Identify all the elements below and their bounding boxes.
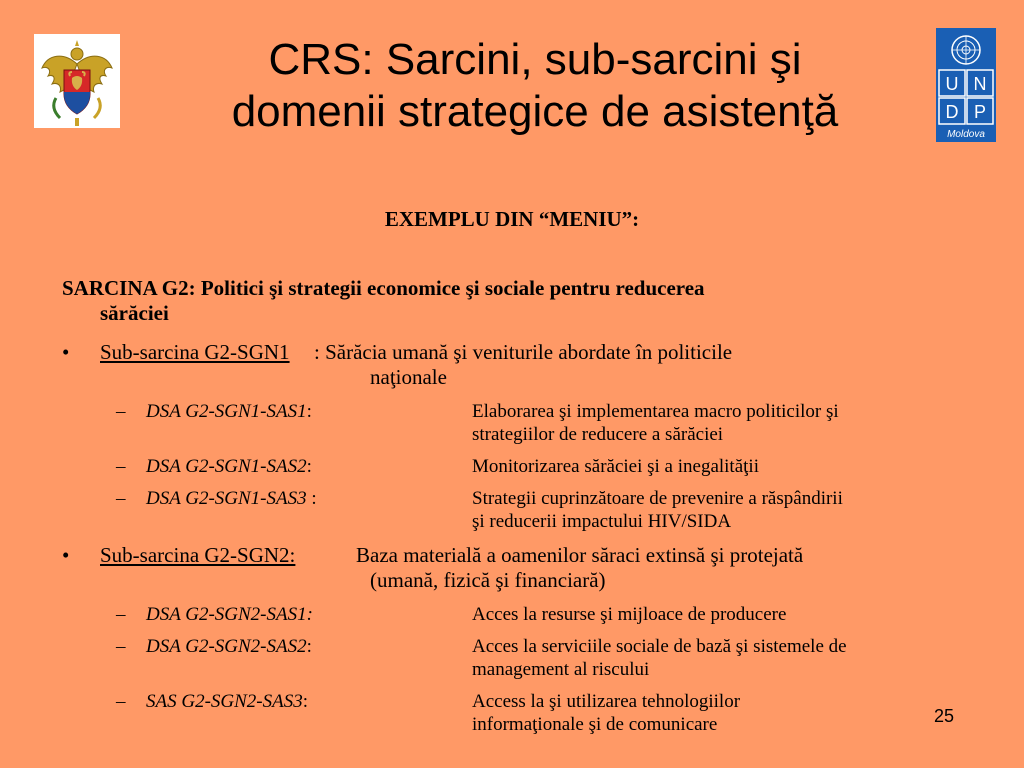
- slide-title-line-1: CRS: Sarcini, sub-sarcini şi: [268, 35, 802, 84]
- undp-caption: Moldova: [947, 129, 985, 140]
- bullet: •: [62, 543, 70, 567]
- item-code: DSA G2-SGN2-SAS1:: [146, 604, 313, 625]
- undp-letter-d: D: [945, 102, 959, 122]
- list-item: [116, 603, 976, 626]
- item-description-cont: şi reducerii impactului HIV/SIDA: [472, 511, 732, 532]
- subtask-description: Baza materială a oamenilor săraci extinsă şi protejată: [356, 543, 804, 567]
- subtask-description-cont: naţionale: [370, 365, 447, 389]
- dash: –: [116, 636, 126, 657]
- page-number: 25: [934, 706, 955, 726]
- item-description-cont: management al riscului: [472, 659, 650, 680]
- list-item: [116, 690, 976, 736]
- item-description: Access la şi utilizarea tehnologiilor: [472, 691, 741, 712]
- bullet: •: [62, 340, 70, 364]
- undp-letter-p: P: [973, 102, 987, 122]
- item-code: DSA G2-SGN1-SAS3 :: [146, 488, 317, 509]
- subtask-g2-sgn2: [62, 543, 962, 593]
- item-code: DSA G2-SGN1-SAS1:: [146, 401, 312, 422]
- item-description-cont: strategiilor de reducere a sărăciei: [472, 424, 724, 445]
- task-g2-line-2: sărăciei: [100, 301, 169, 325]
- item-description: Strategii cuprinzătoare de prevenire a răspândirii: [472, 488, 843, 509]
- dash: –: [116, 691, 126, 712]
- dash: –: [116, 456, 126, 477]
- subtask-g2-sgn1: [62, 340, 962, 390]
- task-g2: [62, 276, 962, 326]
- subtask-label: Sub-sarcina G2-SGN2:: [100, 543, 296, 567]
- list-item: [116, 635, 976, 681]
- subtask-description-cont: (umană, fizică şi financiară): [370, 568, 606, 592]
- dash: –: [116, 488, 126, 509]
- slide-title-line-2: domenii strategice de asistenţă: [231, 87, 839, 136]
- item-code: DSA G2-SGN2-SAS2:: [146, 636, 312, 657]
- slide-title: [130, 34, 940, 138]
- dash: –: [116, 604, 126, 625]
- subtask-description: : Sărăcia umană şi veniturile abordate în politicile: [314, 340, 733, 364]
- undp-letter-n: N: [973, 74, 987, 94]
- list-item: [116, 487, 976, 533]
- item-description-cont: informaţionale şi de comunicare: [472, 714, 718, 735]
- undp-letter-u: U: [945, 74, 959, 94]
- list-item: [116, 400, 976, 446]
- undp-logo-icon: [936, 28, 996, 142]
- item-description: Monitorizarea sărăciei şi a inegalităţii: [472, 456, 759, 477]
- list-item: [116, 455, 976, 478]
- dash: –: [116, 401, 126, 422]
- item-description: Acces la resurse şi mijloace de producere: [472, 604, 787, 625]
- subtask-label: Sub-sarcina G2-SGN1: [100, 340, 290, 364]
- item-description: Elaborarea şi implementarea macro politicilor şi: [472, 401, 839, 422]
- item-code: DSA G2-SGN1-SAS2:: [146, 456, 312, 477]
- task-g2-line-1: SARCINA G2: Politici şi strategii economice şi sociale pentru reducerea: [62, 276, 705, 300]
- moldova-coat-of-arms-icon: [34, 34, 120, 128]
- item-description: Acces la serviciile sociale de bază şi sistemele de: [472, 636, 847, 657]
- item-code: SAS G2-SGN2-SAS3:: [146, 691, 309, 712]
- example-heading: EXEMPLU DIN “MENIU”:: [384, 207, 640, 231]
